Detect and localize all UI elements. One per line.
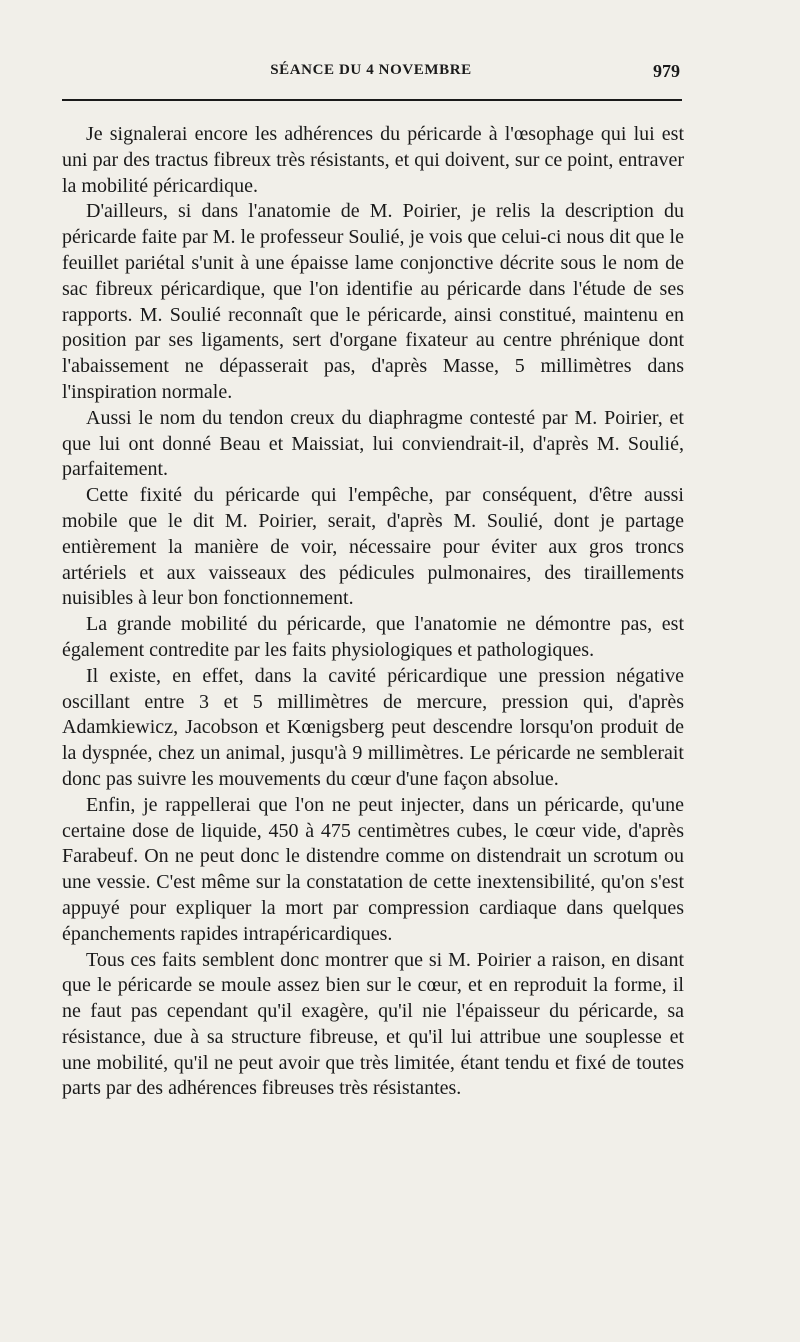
paragraph: La grande mobilité du péricarde, que l'anatomie ne démontre pas, est également contredite par les faits physiologiques et pathologiques. (62, 613, 684, 661)
running-head-title: SÉANCE DU 4 NOVEMBRE (270, 62, 472, 78)
header-rule (62, 99, 682, 101)
paragraph: Enfin, je rappellerai que l'on ne peut injecter, dans un péricarde, qu'une certaine dose de liquide, 450 à 475 centimètres cubes, le cœur vide, d'après Farabeuf. On ne peut donc le distendre comme on distendrait un scrotum ou une vessie. C'est même sur la constatation de cette inextensibilité, qu'on s'est appuyé pour expliquer la mort par compression cardiaque dans quelques épanchements rapides intrapéricardiques. (62, 793, 684, 945)
paragraph: Je signalerai encore les adhérences du péricarde à l'œsophage qui lui est uni par des tractus fibreux très résistants, et qui doivent, sur ce point, entraver la mobilité péricardique. (62, 123, 684, 197)
paragraph: Tous ces faits semblent donc montrer que si M. Poirier a raison, en disant que le péricarde se moule assez bien sur le cœur, et en reproduit la forme, il ne faut pas cependant qu'il exagère, qu'il nie l'épaisseur du péricarde, sa résistance, due à sa structure fibreuse, et qu'il lui attribue une souplesse et une mobilité, qu'il ne peut avoir que très limitée, étant tendu et fixé de toutes parts par des adhérences fibreuses très résistantes. (62, 948, 684, 1100)
paragraph: Cette fixité du péricarde qui l'empêche, par conséquent, d'être aussi mobile que le dit M. Poirier, serait, d'après M. Soulié, dont je partage entièrement la manière de voir, nécessaire pour éviter aux gros troncs artériels et aux vaisseaux des pédicules pulmonaires, des tiraillements nuisibles à leur bon fonctionnement. (62, 484, 684, 610)
body-text (62, 122, 684, 1102)
paragraph: Il existe, en effet, dans la cavité péricardique une pression négative oscillant entre 3 et 5 millimètres de mercure, pression qui, d'après Adamkiewicz, Jacobson et Kœnigsberg peut descendre lorsqu'on produit de la dyspnée, chez un animal, jusqu'à 9 millimètres. Le péricarde ne semblerait donc pas suivre les mouvements du cœur d'une façon absolue. (62, 664, 684, 790)
running-head (62, 62, 680, 86)
page-number: 979 (653, 61, 680, 81)
paragraph: Aussi le nom du tendon creux du diaphragme contesté par M. Poirier, et que lui ont donné Beau et Maissiat, lui conviendrait-il, d'après M. Soulié, parfaitement. (62, 406, 684, 481)
paragraph: D'ailleurs, si dans l'anatomie de M. Poirier, je relis la description du péricarde faite par M. le professeur Soulié, je vois que celui-ci nous dit que le feuillet pariétal s'unit à une épaisse lame conjonctive décrite sous le nom de sac fibreux péricardique, que l'on identifie au péricarde dans l'étude de ses rapports. M. Soulié reconnaît que le péricarde, ainsi constitué, maintenu en position par ses ligaments, sert d'organe fixateur au centre phrénique dont l'abaissement ne dépasserait pas, d'après Masse, 5 millimètres dans l'inspiration normale. (62, 200, 684, 403)
